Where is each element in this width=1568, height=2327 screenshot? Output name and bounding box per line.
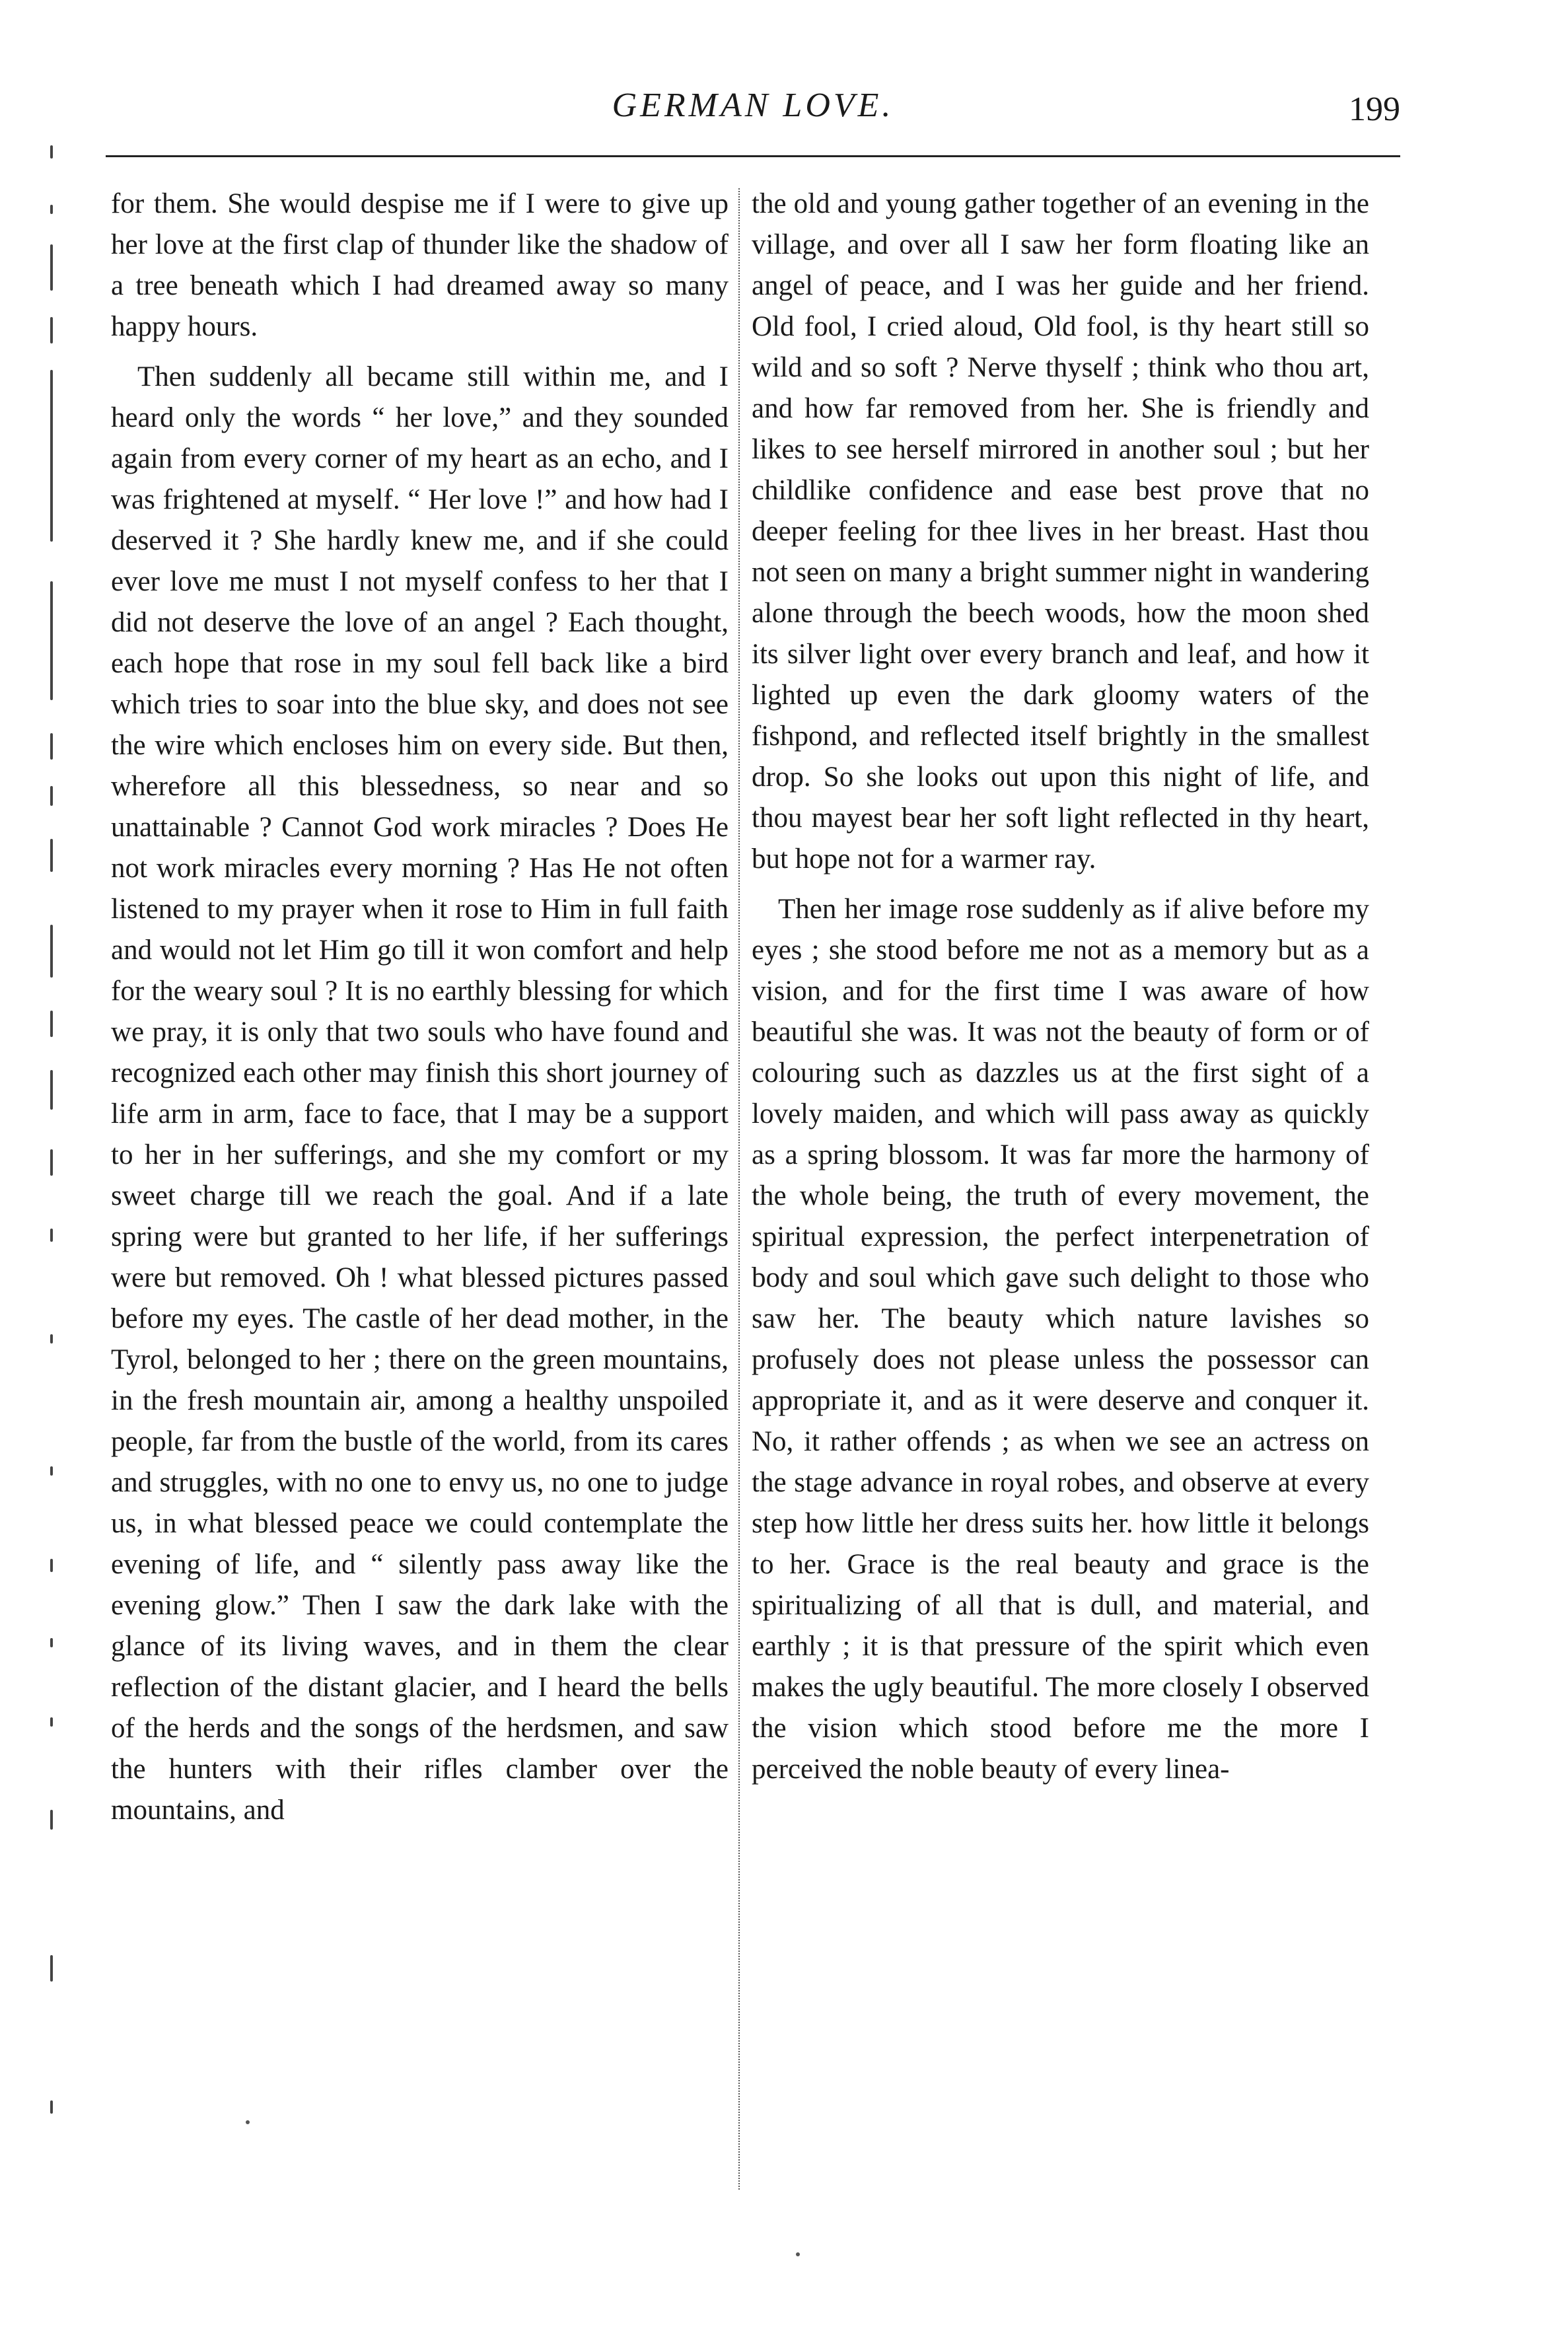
left-paragraph-1: for them. She would despise me if I were to give up her love at the first clap of thunder like the shadow of a tree beneath which I had dreamed away so many happy hours. (111, 188, 729, 342)
left-paragraph-2: Then suddenly all became still within me, and I heard only the words “ her love,” and they sounded again from every corner of my heart as an echo, and I was frightened at myself. “ Her love !” and how had I deserved it ? She hardly knew me, and if she could ever love me must I not myself confess to her that I did not deserve the love of an angel ? Each thought, each hope that rose in my soul fell back like a bird which tries to soar into the blue sky, and does not see the wire which encloses him on every side. But then, wherefore all this blessedness, so near and so unattainable ? Cannot God work miracles ? Does He not work miracles every morning ? Has He not often listened to my prayer when it rose to Him in full faith and would not let Him go till it won comfort and help for the weary soul ? It is no earthly blessing for which we pray, it is only that two souls who have found and recognized each other may finish this short journey of life arm in arm, face to face, that I may be a support to her in her sufferings, and she my comfort or my sweet charge till we reach the goal. And if a late spring were but granted to her life, if her sufferings were but removed. Oh ! what blessed pictures passed before my eyes. The castle of her dead mother, in the Tyrol, belonged to her ; there on the green mountains, in the fresh mountain air, among a healthy unspoiled people, far from the bustle of the world, from its cares and struggles, with no one to envy us, no one to judge us, in what blessed peace we could contemplate the evening of life, and “ silently pass away like the evening glow.” Then I saw the dark lake with the glance of its living waves, and in them the clear reflection of the distant glacier, and I heard the bells of the herds and the songs of the herdsmen, and saw the hunters with their rifles clamber over the mountains, and (111, 361, 729, 1826)
right-column (752, 184, 1369, 1790)
page-header (106, 86, 1400, 139)
running-title: GERMAN LOVE. (612, 87, 894, 124)
stray-mark (796, 2252, 800, 2256)
right-paragraph-1: the old and young gather together of an evening in the village, and over all I saw her form floating like an angel of peace, and I was her guide and her friend. Old fool, I cried aloud, Old fool, is thy heart still so wild and so soft ? Nerve thyself ; think who thou art, and how far removed from her. She is friendly and likes to see herself mirrored in another soul ; but her childlike confidence and ease best prove that no deeper feeling for thee lives in her breast. Hast thou not seen on many a bright summer night in wandering alone through the beech woods, how the moon shed its silver light over every branch and leaf, and how it lighted up even the dark gloomy waters of the fishpond, and reflected itself brightly in the smallest drop. So she looks out upon this night of life, and thou mayest bear her soft light reflected in thy heart, but hope not for a warmer ray. (752, 188, 1369, 875)
margin-scan-marks (38, 119, 78, 2166)
right-paragraph-2: Then her image rose suddenly as if alive before my eyes ; she stood before me not as a memory but as a vision, and for the first time I was aware of how beautiful she was. It was not the beauty of form or of colouring such as dazzles us at the first sight of a lovely maiden, and which will pass away as quickly as a spring blossom. It was far more the harmony of the whole being, the truth of every movement, the spiritual expression, the perfect interpenetration of body and soul which gave such delight to those who saw her. The beauty which nature lavishes so profusely does not please unless the possessor can appropriate it, and as it were deserve and conquer it. No, it rather offends ; as when we see an actress on the stage advance in royal robes, and observe at every step how little her dress suits her. how little it belongs to her. Grace is the real beauty and grace is the spiritualizing of all that is dull, and material, and earthly ; it is that pressure of the spirit which even makes the ugly beautiful. The more closely I observed the vision which stood before me the more I perceived the noble beauty of every linea- (752, 894, 1369, 1785)
header-rule (106, 155, 1400, 157)
stray-mark (246, 2120, 250, 2124)
column-divider (738, 188, 740, 2190)
page-number: 199 (1349, 90, 1400, 128)
left-column (111, 184, 729, 1831)
